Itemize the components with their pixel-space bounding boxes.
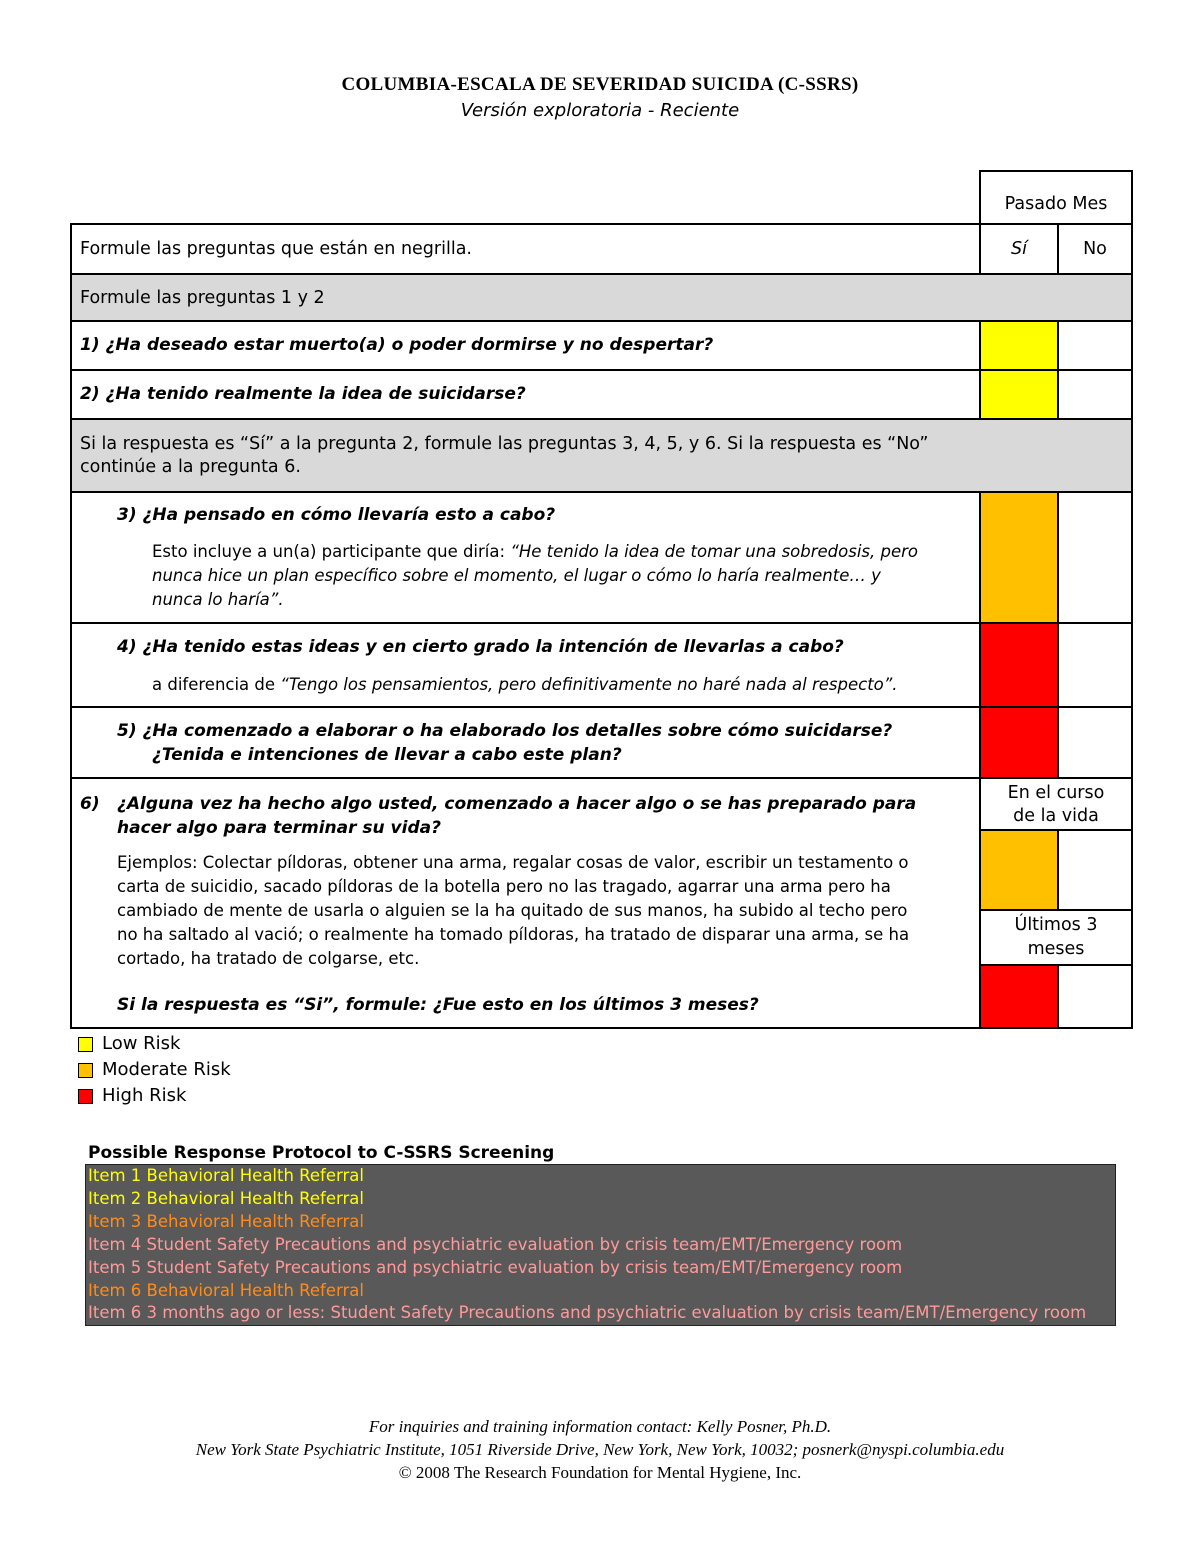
table-border [1057, 829, 1059, 911]
question-6-example-line5: cortado, ha tratado de colgarse, etc. [117, 949, 420, 968]
question-4: 4) ¿Ha tenido estas ideas y en cierto grado la intención de llevarlas a cabo? [117, 637, 844, 657]
question-4-note-quote: “Tengo los pensamientos, pero definitivamente no haré nada al respecto”. [280, 675, 898, 694]
protocol-item: Item 6 Behavioral Health Referral [88, 1281, 364, 1300]
table-border [70, 223, 72, 1029]
protocol-item: Item 4 Student Safety Precautions and psychiatric evaluation by crisis team/EMT/Emergency room [88, 1235, 903, 1254]
protocol-title: Possible Response Protocol to C-SSRS Screening [88, 1143, 555, 1163]
question-6-example-line1: Ejemplos: Colectar píldoras, obtener una arma, regalar cosas de valor, escribir un testamento o [117, 853, 909, 872]
q3-no-cell[interactable] [1058, 492, 1131, 622]
intro-instruction: Formule las preguntas que están en negrilla. [80, 239, 472, 259]
question-6-line2: hacer algo para terminar su vida? [117, 818, 441, 838]
table-border [70, 223, 1133, 225]
protocol-item: Item 6 3 months ago or less: Student Safety Precautions and psychiatric evaluation by crisis team/EMT/Emergency room [88, 1303, 1087, 1322]
question-6-line1: ¿Alguna vez ha hecho algo usted, comenzado a hacer algo o se has preparado para [117, 794, 917, 814]
footer-copyright: © 2008 The Research Foundation for Mental Hygiene, Inc. [398, 1463, 802, 1482]
q4-yes-cell[interactable] [980, 623, 1057, 707]
question-6-followup: Si la respuesta es “Si”, formule: ¿Fue esto en los últimos 3 meses? [117, 995, 759, 1015]
moderate-risk-swatch [78, 1063, 93, 1078]
q2-yes-cell[interactable] [980, 370, 1057, 418]
protocol-item: Item 3 Behavioral Health Referral [88, 1212, 364, 1231]
q3-yes-cell[interactable] [980, 492, 1057, 622]
moderate-risk-label: Moderate Risk [102, 1059, 231, 1080]
question-5-line2: ¿Tenida e intenciones de llevar a cabo este plan? [152, 745, 622, 765]
table-border [70, 320, 1133, 322]
q6-3months-yes-cell[interactable] [980, 966, 1057, 1027]
table-border [1057, 964, 1059, 1029]
section-2-label-line2: continúe a la pregunta 6. [80, 457, 301, 477]
table-border [979, 964, 1133, 966]
footer-address: New York State Psychiatric Institute, 1051 Riverside Drive, New York, New York, 10032; posnerk@nyspi.columbia.edu [195, 1440, 1005, 1459]
question-3: 3) ¿Ha pensado en cómo llevaría esto a cabo? [117, 505, 556, 525]
question-3-note-prefix: Esto incluye a un(a) participante que diría: [152, 542, 511, 561]
table-border [70, 418, 1133, 420]
footer-contact: For inquiries and training information contact: Kelly Posner, Ph.D. [368, 1417, 832, 1436]
section-2-label-line1: Si la respuesta es “Sí” a la pregunta 2, formule las preguntas 3, 4, 5, y 6. Si la respuesta es “No” [80, 434, 929, 454]
document-subtitle: Versión exploratoria - Reciente [460, 100, 740, 121]
q5-yes-cell[interactable] [980, 708, 1057, 778]
low-risk-swatch [78, 1037, 93, 1052]
no-header: No [1083, 239, 1107, 259]
table-border [1131, 170, 1133, 1029]
question-6-example-line2: carta de suicidio, sacado píldoras de la botella pero no las tragado, agarrar una arma pero ha [117, 877, 891, 896]
question-1: 1) ¿Ha deseado estar muerto(a) o poder dormirse y no despertar? [80, 335, 714, 355]
low-risk-label: Low Risk [102, 1033, 181, 1054]
table-border [979, 909, 1133, 911]
question-3-note-line1 [152, 540, 918, 564]
q4-no-cell[interactable] [1058, 623, 1131, 707]
q2-no-cell[interactable] [1058, 370, 1131, 418]
table-border [979, 320, 981, 420]
question-4-note [152, 673, 898, 697]
question-6-example-line3: cambiado de mente de usarla o alguien se la ha quitado de sus manos, ha subido al techo pero [117, 901, 908, 920]
table-border [70, 777, 1133, 779]
high-risk-label: High Risk [102, 1085, 187, 1106]
table-border [70, 622, 1133, 624]
question-2: 2) ¿Ha tenido realmente la idea de suicidarse? [80, 384, 526, 404]
q6-lifetime-no-cell[interactable] [1058, 831, 1131, 909]
question-5-line1: 5) ¿Ha comenzado a elaborar o ha elaborado los detalles sobre cómo suicidarse? [117, 721, 893, 741]
table-border [1057, 491, 1059, 779]
q6-3months-no-cell[interactable] [1058, 966, 1131, 1027]
table-border [70, 1027, 1133, 1029]
protocol-item: Item 1 Behavioral Health Referral [88, 1166, 364, 1185]
q5-no-cell[interactable] [1058, 708, 1131, 778]
yes-header: Sí [1011, 239, 1027, 259]
protocol-item: Item 2 Behavioral Health Referral [88, 1189, 364, 1208]
high-risk-swatch [78, 1089, 93, 1104]
question-4-note-prefix: a diferencia de [152, 675, 281, 694]
last-3-months-header-line1: Últimos 3 [1014, 915, 1098, 935]
question-6-example-line4: no ha saltado al vació; o realmente ha tomado píldoras, ha tratado de disparar una arma, se ha [117, 925, 910, 944]
document-title: COLUMBIA-ESCALA DE SEVERIDAD SUICIDA (C-SSRS) [341, 74, 859, 95]
question-3-note-line2: nunca hice un plan específico sobre el momento, el lugar o cómo lo haría realmente… y [152, 566, 881, 585]
table-border [979, 829, 1133, 831]
period-header: Pasado Mes [1004, 194, 1108, 214]
protocol-item: Item 5 Student Safety Precautions and psychiatric evaluation by crisis team/EMT/Emergency room [88, 1258, 903, 1277]
lifetime-header-line2: de la vida [1013, 806, 1099, 826]
q6-lifetime-yes-cell[interactable] [980, 831, 1057, 909]
last-3-months-header-line2: meses [1027, 939, 1085, 959]
table-border [70, 491, 1133, 493]
q1-yes-cell[interactable] [980, 321, 1057, 369]
lifetime-header-line1: En el curso [1007, 783, 1105, 803]
section-1-label: Formule las preguntas 1 y 2 [80, 288, 325, 308]
q1-no-cell[interactable] [1058, 321, 1131, 369]
table-border [70, 706, 1133, 708]
table-border [70, 369, 1133, 371]
table-border [1057, 320, 1059, 420]
table-border [979, 170, 1133, 172]
question-6-number: 6) [80, 794, 100, 814]
question-3-note-quote: “He tenido la idea de tomar una sobredosis, pero [510, 542, 919, 561]
table-border [70, 273, 1133, 275]
question-3-note-line3: nunca lo haría”. [152, 590, 284, 609]
